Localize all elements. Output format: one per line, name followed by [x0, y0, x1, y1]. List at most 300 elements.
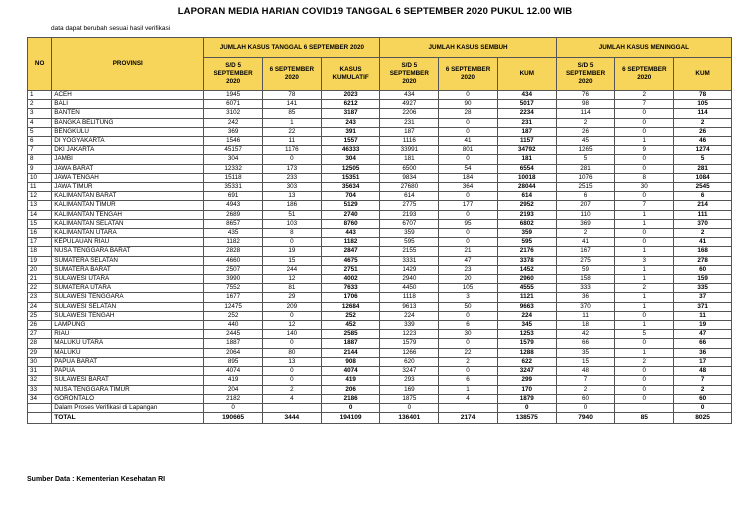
row-value: 4 — [439, 394, 498, 403]
row-value: 10018 — [497, 173, 556, 182]
row-value: 1266 — [380, 348, 439, 357]
row-value: 103 — [262, 219, 321, 228]
row-value: 60 — [556, 394, 615, 403]
row-value: 2585 — [321, 330, 380, 339]
row-no: 21 — [28, 275, 52, 284]
row-value: 36 — [556, 293, 615, 302]
header-group-kasus: JUMLAH KASUS TANGGAL 6 SEPTEMBER 2020 — [204, 38, 380, 58]
row-value: 41 — [674, 238, 732, 247]
row-value: 231 — [380, 118, 439, 127]
row-value — [615, 403, 674, 412]
row-no: 20 — [28, 265, 52, 274]
row-value: 51 — [262, 210, 321, 219]
row-no: 14 — [28, 210, 52, 219]
row-value: 168 — [674, 247, 732, 256]
row-value: 4450 — [380, 284, 439, 293]
table-row — [28, 367, 732, 376]
row-value: 7 — [615, 201, 674, 210]
row-value: 15 — [556, 357, 615, 366]
row-value: 12684 — [321, 302, 380, 311]
row-value: 12 — [262, 321, 321, 330]
row-value: 908 — [321, 357, 380, 366]
row-no: 8 — [28, 155, 52, 164]
row-value: 85 — [262, 109, 321, 118]
row-value: 6802 — [497, 219, 556, 228]
row-value: 187 — [497, 127, 556, 136]
table-row — [28, 394, 732, 403]
row-value: 12 — [262, 275, 321, 284]
row-value: 2234 — [497, 109, 556, 118]
row-value: 33991 — [380, 146, 439, 155]
row-value: 4074 — [321, 367, 380, 376]
row-value: 2144 — [321, 348, 380, 357]
row-no: 18 — [28, 247, 52, 256]
row-provinsi: SULAWESI TENGAH — [52, 311, 204, 320]
row-value: 895 — [204, 357, 263, 366]
table-row — [28, 109, 732, 118]
row-value: 204 — [204, 385, 263, 394]
row-value: 105 — [674, 100, 732, 109]
row-value: 434 — [380, 91, 439, 100]
row-value: 2 — [674, 229, 732, 238]
row-value: 243 — [321, 118, 380, 127]
row-value: 0 — [439, 238, 498, 247]
row-value: 1 — [615, 293, 674, 302]
row-value: 80 — [262, 348, 321, 357]
row-value: 2 — [262, 385, 321, 394]
row-value: 4074 — [204, 367, 263, 376]
row-value: 76 — [556, 91, 615, 100]
row-provinsi: KALIMANTAN TENGAH — [52, 210, 204, 219]
row-value: 20 — [439, 275, 498, 284]
row-value: 224 — [497, 311, 556, 320]
row-value: 293 — [380, 376, 439, 385]
total-value: 136401 — [380, 413, 439, 424]
verification-note: data dapat berubah sesuai hasil verifikasi — [51, 25, 171, 32]
row-value: 19 — [674, 321, 732, 330]
row-value: 614 — [380, 192, 439, 201]
row-value: 12505 — [321, 164, 380, 173]
row-value: 177 — [439, 201, 498, 210]
row-value: 0 — [262, 155, 321, 164]
row-value: 1176 — [262, 146, 321, 155]
row-no: 5 — [28, 127, 52, 136]
header-group-meninggal: JUMLAH KASUS MENINGGAL — [556, 38, 731, 58]
row-value: 2847 — [321, 247, 380, 256]
row-value: 37 — [674, 293, 732, 302]
row-value: 1706 — [321, 293, 380, 302]
row-value: 242 — [204, 118, 263, 127]
row-value: 1 — [615, 302, 674, 311]
row-value: 0 — [615, 229, 674, 238]
row-value: 359 — [380, 229, 439, 238]
total-value: 138575 — [497, 413, 556, 424]
row-value: 2023 — [321, 91, 380, 100]
row-value: 35 — [556, 348, 615, 357]
row-value: 48 — [674, 367, 732, 376]
row-provinsi: SUMATERA SELATAN — [52, 256, 204, 265]
row-value: 0 — [439, 192, 498, 201]
row-value: 17 — [674, 357, 732, 366]
row-value: 1265 — [556, 146, 615, 155]
covid-data-table — [27, 37, 732, 424]
row-value: 60 — [674, 265, 732, 274]
row-provinsi: JAMBI — [52, 155, 204, 164]
row-value: 2751 — [321, 265, 380, 274]
row-value: 1879 — [497, 394, 556, 403]
table-row — [28, 275, 732, 284]
row-value: 620 — [380, 357, 439, 366]
row-value: 2 — [556, 229, 615, 238]
row-value: 6 — [439, 376, 498, 385]
row-value: 45157 — [204, 146, 263, 155]
row-value: 4927 — [380, 100, 439, 109]
row-value: 35331 — [204, 183, 263, 192]
total-value: 2174 — [439, 413, 498, 424]
row-value: 0 — [262, 311, 321, 320]
header-sembuh-today: 6 SEPTEMBER 2020 — [439, 58, 498, 91]
row-value: 0 — [439, 91, 498, 100]
row-value: 452 — [321, 321, 380, 330]
row-value: 206 — [321, 385, 380, 394]
row-value: 95 — [439, 219, 498, 228]
row-value: 1 — [615, 265, 674, 274]
row-value: 15118 — [204, 173, 263, 182]
total-value: 7940 — [556, 413, 615, 424]
row-value: 140 — [262, 330, 321, 339]
row-value: 30 — [439, 330, 498, 339]
row-value: 110 — [556, 210, 615, 219]
table-row — [28, 284, 732, 293]
row-value: 173 — [262, 164, 321, 173]
row-no: 10 — [28, 173, 52, 182]
row-value: 704 — [321, 192, 380, 201]
row-value: 1429 — [380, 265, 439, 274]
header-group-sembuh: JUMLAH KASUS SEMBUH — [380, 38, 556, 58]
row-value: 159 — [674, 275, 732, 284]
row-provinsi: GORONTALO — [52, 394, 204, 403]
row-value: 1116 — [380, 137, 439, 146]
row-value: 12332 — [204, 164, 263, 173]
header-provinsi: PROVINSI — [52, 38, 204, 91]
row-value: 2775 — [380, 201, 439, 210]
row-value: 5129 — [321, 201, 380, 210]
row-value: 0 — [674, 403, 732, 412]
header-kasus-sd: S/D 5 SEPTEMBER 2020 — [204, 58, 263, 91]
row-value: 2206 — [380, 109, 439, 118]
row-value: 0 — [439, 118, 498, 127]
row-value: 1288 — [497, 348, 556, 357]
row-provinsi: JAWA BARAT — [52, 164, 204, 173]
table-row — [28, 219, 732, 228]
row-value: 9663 — [497, 302, 556, 311]
row-no: 15 — [28, 219, 52, 228]
row-value: 1182 — [321, 238, 380, 247]
row-value: 1875 — [380, 394, 439, 403]
row-value: 6 — [674, 192, 732, 201]
row-value: 2176 — [497, 247, 556, 256]
row-no: 7 — [28, 146, 52, 155]
table-row — [28, 357, 732, 366]
row-no: 13 — [28, 201, 52, 210]
row-value: 1 — [615, 321, 674, 330]
row-value: 22 — [439, 348, 498, 357]
row-value: 186 — [262, 201, 321, 210]
table-row — [28, 330, 732, 339]
row-value: 90 — [439, 100, 498, 109]
row-value: 4555 — [497, 284, 556, 293]
row-value: 8 — [262, 229, 321, 238]
row-value: 7 — [556, 376, 615, 385]
row-value: 281 — [556, 164, 615, 173]
row-no: 4 — [28, 118, 52, 127]
table-row — [28, 210, 732, 219]
row-value: 2 — [615, 357, 674, 366]
table-row — [28, 376, 732, 385]
table-row — [28, 348, 732, 357]
row-value: 339 — [380, 321, 439, 330]
table-row — [28, 311, 732, 320]
total-value: 194109 — [321, 413, 380, 424]
row-value: 187 — [380, 127, 439, 136]
row-provinsi: SUMATERA UTARA — [52, 284, 204, 293]
total-label: TOTAL — [52, 413, 204, 424]
row-value: 1157 — [497, 137, 556, 146]
row-value: 419 — [321, 376, 380, 385]
row-value: 0 — [439, 155, 498, 164]
row-value: 34792 — [497, 146, 556, 155]
total-value: 8025 — [674, 413, 732, 424]
row-value: 2515 — [556, 183, 615, 192]
row-value: 2960 — [497, 275, 556, 284]
row-value — [439, 403, 498, 412]
header-meninggal-sd: S/D 5 SEPTEMBER 2020 — [556, 58, 615, 91]
row-provinsi: SUMATERA BARAT — [52, 265, 204, 274]
row-value: 66 — [556, 339, 615, 348]
row-value: 48 — [556, 367, 615, 376]
row-value: 6 — [439, 321, 498, 330]
total-value: 85 — [615, 413, 674, 424]
row-value: 1579 — [380, 339, 439, 348]
source-note: Sumber Data : Kementerian Kesehatan RI — [27, 476, 166, 483]
row-value: 8760 — [321, 219, 380, 228]
row-value: 50 — [439, 302, 498, 311]
row-provinsi: BALI — [52, 100, 204, 109]
row-value: 434 — [497, 91, 556, 100]
row-value: 3990 — [204, 275, 263, 284]
row-value: 4002 — [321, 275, 380, 284]
row-value: 0 — [439, 229, 498, 238]
row-no: 2 — [28, 100, 52, 109]
row-value: 114 — [674, 109, 732, 118]
row-no: 27 — [28, 330, 52, 339]
row-value: 7633 — [321, 284, 380, 293]
row-value: 622 — [497, 357, 556, 366]
row-value: 7 — [615, 100, 674, 109]
row-value: 1 — [615, 219, 674, 228]
row-value: 370 — [674, 219, 732, 228]
row-value: 0 — [262, 238, 321, 247]
row-value: 1 — [615, 275, 674, 284]
row-value: 46333 — [321, 146, 380, 155]
row-value: 0 — [262, 339, 321, 348]
row-value: 2 — [556, 118, 615, 127]
row-value: 0 — [615, 164, 674, 173]
row-provinsi: PAPUA — [52, 367, 204, 376]
row-value: 1557 — [321, 137, 380, 146]
row-value: 1677 — [204, 293, 263, 302]
report-title: LAPORAN MEDIA HARIAN COVID19 TANGGAL 6 SEPTEMBER 2020 PUKUL 12.00 WIB — [177, 6, 573, 17]
row-no: 9 — [28, 164, 52, 173]
row-value: 28 — [439, 109, 498, 118]
total-row — [28, 413, 732, 424]
row-value: 6071 — [204, 100, 263, 109]
row-value: 9 — [615, 146, 674, 155]
table-body — [28, 91, 732, 424]
row-provinsi: KEPULAUAN RIAU — [52, 238, 204, 247]
row-value: 3378 — [497, 256, 556, 265]
row-provinsi: BANTEN — [52, 109, 204, 118]
row-provinsi: KALIMANTAN BARAT — [52, 192, 204, 201]
header-kasus-today: 6 SEPTEMBER 2020 — [262, 58, 321, 91]
row-no: 30 — [28, 357, 52, 366]
row-value: 35634 — [321, 183, 380, 192]
row-value: 0 — [380, 403, 439, 412]
row-value: 303 — [262, 183, 321, 192]
row-value: 252 — [321, 311, 380, 320]
row-value: 6 — [556, 192, 615, 201]
row-provinsi: BANGKA BELITUNG — [52, 118, 204, 127]
row-value: 169 — [380, 385, 439, 394]
row-value: 4675 — [321, 256, 380, 265]
row-value: 2740 — [321, 210, 380, 219]
row-no: 1 — [28, 91, 52, 100]
row-value: 60 — [674, 394, 732, 403]
row-value: 304 — [321, 155, 380, 164]
row-no: 29 — [28, 348, 52, 357]
row-value: 0 — [439, 210, 498, 219]
header-sembuh-sd: S/D 5 SEPTEMBER 2020 — [380, 58, 439, 91]
row-value: 419 — [204, 376, 263, 385]
row-value: 19 — [262, 247, 321, 256]
row-value: 13 — [262, 192, 321, 201]
row-value: 46 — [674, 137, 732, 146]
row-value: 359 — [497, 229, 556, 238]
row-value: 181 — [380, 155, 439, 164]
row-value: 5 — [615, 330, 674, 339]
row-no: 31 — [28, 367, 52, 376]
row-value: 1546 — [204, 137, 263, 146]
total-no — [28, 413, 52, 424]
row-value: 304 — [204, 155, 263, 164]
row-value: 1223 — [380, 330, 439, 339]
row-value — [262, 403, 321, 412]
row-value: 2545 — [674, 183, 732, 192]
table-row — [28, 385, 732, 394]
table-row — [28, 91, 732, 100]
row-value: 614 — [497, 192, 556, 201]
table-row — [28, 403, 732, 412]
table-row — [28, 256, 732, 265]
row-value: 2064 — [204, 348, 263, 357]
row-value: 6212 — [321, 100, 380, 109]
row-value: 443 — [321, 229, 380, 238]
row-value: 2155 — [380, 247, 439, 256]
row-provinsi: MALUKU — [52, 348, 204, 357]
row-value: 26 — [674, 127, 732, 136]
row-value: 0 — [615, 238, 674, 247]
row-no: 12 — [28, 192, 52, 201]
row-value: 9834 — [380, 173, 439, 182]
row-value: 435 — [204, 229, 263, 238]
row-value: 0 — [497, 403, 556, 412]
row-value: 0 — [615, 376, 674, 385]
row-value: 0 — [439, 339, 498, 348]
row-value: 1 — [262, 118, 321, 127]
row-value: 2193 — [497, 210, 556, 219]
row-value: 1121 — [497, 293, 556, 302]
row-value: 207 — [556, 201, 615, 210]
row-no: 17 — [28, 238, 52, 247]
row-value: 1084 — [674, 173, 732, 182]
table-row — [28, 155, 732, 164]
row-provinsi: KALIMANTAN TIMUR — [52, 201, 204, 210]
row-provinsi: DI YOGYAKARTA — [52, 137, 204, 146]
row-value: 1182 — [204, 238, 263, 247]
row-value: 1 — [615, 247, 674, 256]
row-value: 41 — [556, 238, 615, 247]
row-value: 3102 — [204, 109, 263, 118]
row-value: 3 — [615, 256, 674, 265]
row-provinsi: ACEH — [52, 91, 204, 100]
table-row — [28, 265, 732, 274]
header-meninggal-today: 6 SEPTEMBER 2020 — [615, 58, 674, 91]
row-value: 2 — [615, 91, 674, 100]
row-value: 5017 — [497, 100, 556, 109]
row-no: 34 — [28, 394, 52, 403]
row-value: 23 — [439, 265, 498, 274]
row-value: 7552 — [204, 284, 263, 293]
row-value: 2952 — [497, 201, 556, 210]
row-provinsi: NUSA TENGGARA TIMUR — [52, 385, 204, 394]
header-sembuh-kum: KUM — [497, 58, 556, 91]
row-value: 0 — [321, 403, 380, 412]
row-no: 33 — [28, 385, 52, 394]
row-value: 2507 — [204, 265, 263, 274]
row-value: 299 — [497, 376, 556, 385]
row-value: 335 — [674, 284, 732, 293]
table-row — [28, 238, 732, 247]
row-value: 41 — [439, 137, 498, 146]
row-no: 32 — [28, 376, 52, 385]
row-provinsi: SULAWESI BARAT — [52, 376, 204, 385]
row-value: 801 — [439, 146, 498, 155]
row-value: 1887 — [321, 339, 380, 348]
row-value: 78 — [674, 91, 732, 100]
row-value: 184 — [439, 173, 498, 182]
row-value: 111 — [674, 210, 732, 219]
row-value: 4943 — [204, 201, 263, 210]
table-row — [28, 321, 732, 330]
row-value: 29 — [262, 293, 321, 302]
row-value: 209 — [262, 302, 321, 311]
row-provinsi: SULAWESI UTARA — [52, 275, 204, 284]
table-row — [28, 201, 732, 210]
row-provinsi: JAWA TIMUR — [52, 183, 204, 192]
row-value: 6554 — [497, 164, 556, 173]
row-no: 19 — [28, 256, 52, 265]
row-value: 0 — [615, 311, 674, 320]
